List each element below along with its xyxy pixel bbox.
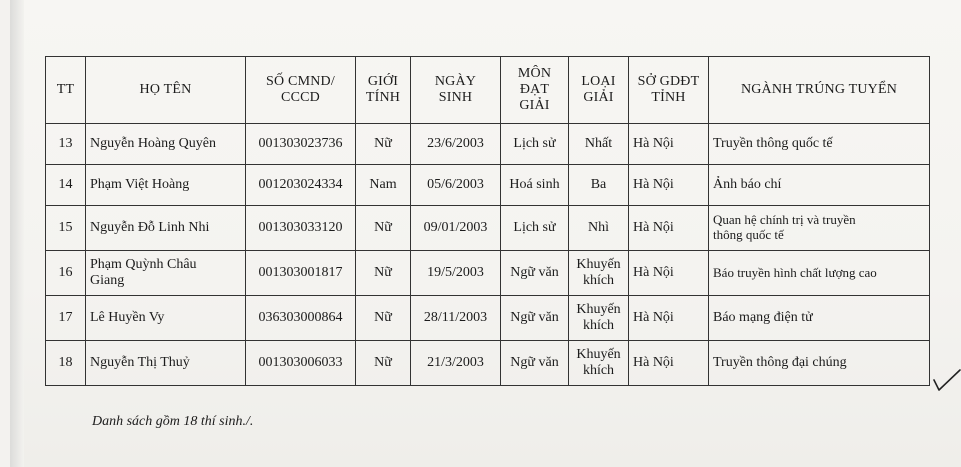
- page-edge-shadow: [10, 0, 24, 467]
- table-row: [46, 251, 930, 296]
- cell-major: Ảnh báo chí: [709, 165, 930, 206]
- cell-tt: 16: [46, 251, 86, 296]
- header-gender: GIỚI TÍNH: [356, 57, 411, 124]
- cell-gender: Nữ: [356, 341, 411, 386]
- document-page: [10, 0, 961, 467]
- cell-tt: 13: [46, 124, 86, 165]
- table-row: [46, 165, 930, 206]
- cell-name: Nguyễn Thị Thuỷ: [86, 341, 246, 386]
- header-tt: TT: [46, 57, 86, 124]
- cell-name: Nguyễn Hoàng Quyên: [86, 124, 246, 165]
- cell-tt: 15: [46, 206, 86, 251]
- header-subject: MÔN ĐẠT GIẢI: [501, 57, 569, 124]
- cell-gender: Nữ: [356, 206, 411, 251]
- header-award: LOẠI GIẢI: [569, 57, 629, 124]
- cell-subject: Ngữ văn: [501, 341, 569, 386]
- table-row: [46, 206, 930, 251]
- cell-gender: Nữ: [356, 296, 411, 341]
- cell-subject: Lịch sử: [501, 124, 569, 165]
- header-major: NGÀNH TRÚNG TUYỂN: [709, 57, 930, 124]
- header-dob: NGÀY SINH: [411, 57, 501, 124]
- cell-name: Phạm Việt Hoàng: [86, 165, 246, 206]
- cell-id: 001303023736: [246, 124, 356, 165]
- cell-province: Hà Nội: [629, 341, 709, 386]
- cell-id: 001303006033: [246, 341, 356, 386]
- cell-award: Khuyến khích: [569, 341, 629, 386]
- cell-province: Hà Nội: [629, 124, 709, 165]
- cell-award: Ba: [569, 165, 629, 206]
- cell-province: Hà Nội: [629, 206, 709, 251]
- cell-id: 001303001817: [246, 251, 356, 296]
- header-name: HỌ TÊN: [86, 57, 246, 124]
- cell-gender: Nam: [356, 165, 411, 206]
- cell-dob: 23/6/2003: [411, 124, 501, 165]
- cell-tt: 14: [46, 165, 86, 206]
- cell-major: Truyền thông quốc tế: [709, 124, 930, 165]
- cell-major: Quan hệ chính trị và truyền thông quốc tế: [709, 206, 930, 251]
- header-id: SỐ CMND/ CCCD: [246, 57, 356, 124]
- cell-award: Khuyến khích: [569, 251, 629, 296]
- cell-tt: 18: [46, 341, 86, 386]
- cell-subject: Ngữ văn: [501, 251, 569, 296]
- cell-major: Truyền thông đại chúng: [709, 341, 930, 386]
- table-row: [46, 296, 930, 341]
- cell-gender: Nữ: [356, 124, 411, 165]
- cell-province: Hà Nội: [629, 165, 709, 206]
- candidate-count-note: Danh sách gồm 18 thí sinh./.: [92, 414, 254, 429]
- cell-subject: Ngữ văn: [501, 296, 569, 341]
- cell-name: Nguyễn Đỗ Linh Nhi: [86, 206, 246, 251]
- cell-dob: 21/3/2003: [411, 341, 501, 386]
- cell-gender: Nữ: [356, 251, 411, 296]
- cell-dob: 05/6/2003: [411, 165, 501, 206]
- cell-award: Nhì: [569, 206, 629, 251]
- candidate-table: [45, 56, 930, 386]
- table-row: [46, 341, 930, 386]
- cell-major: Báo mạng điện tử: [709, 296, 930, 341]
- header-department: SỞ GDĐT TỈNH: [629, 57, 709, 124]
- cell-province: Hà Nội: [629, 251, 709, 296]
- cell-province: Hà Nội: [629, 296, 709, 341]
- cell-dob: 28/11/2003: [411, 296, 501, 341]
- cell-subject: Lịch sử: [501, 206, 569, 251]
- cell-award: Khuyến khích: [569, 296, 629, 341]
- cell-major: Báo truyền hình chất lượng cao: [709, 251, 930, 296]
- cell-name: Phạm Quỳnh Châu Giang: [86, 251, 246, 296]
- cell-award: Nhất: [569, 124, 629, 165]
- table-header-row: [46, 57, 930, 124]
- table-row: [46, 124, 930, 165]
- cell-dob: 19/5/2003: [411, 251, 501, 296]
- cell-id: 001203024334: [246, 165, 356, 206]
- pen-checkmark-icon: [932, 366, 961, 394]
- cell-tt: 17: [46, 296, 86, 341]
- cell-name: Lê Huyền Vy: [86, 296, 246, 341]
- cell-id: 036303000864: [246, 296, 356, 341]
- cell-dob: 09/01/2003: [411, 206, 501, 251]
- cell-subject: Hoá sinh: [501, 165, 569, 206]
- cell-id: 001303033120: [246, 206, 356, 251]
